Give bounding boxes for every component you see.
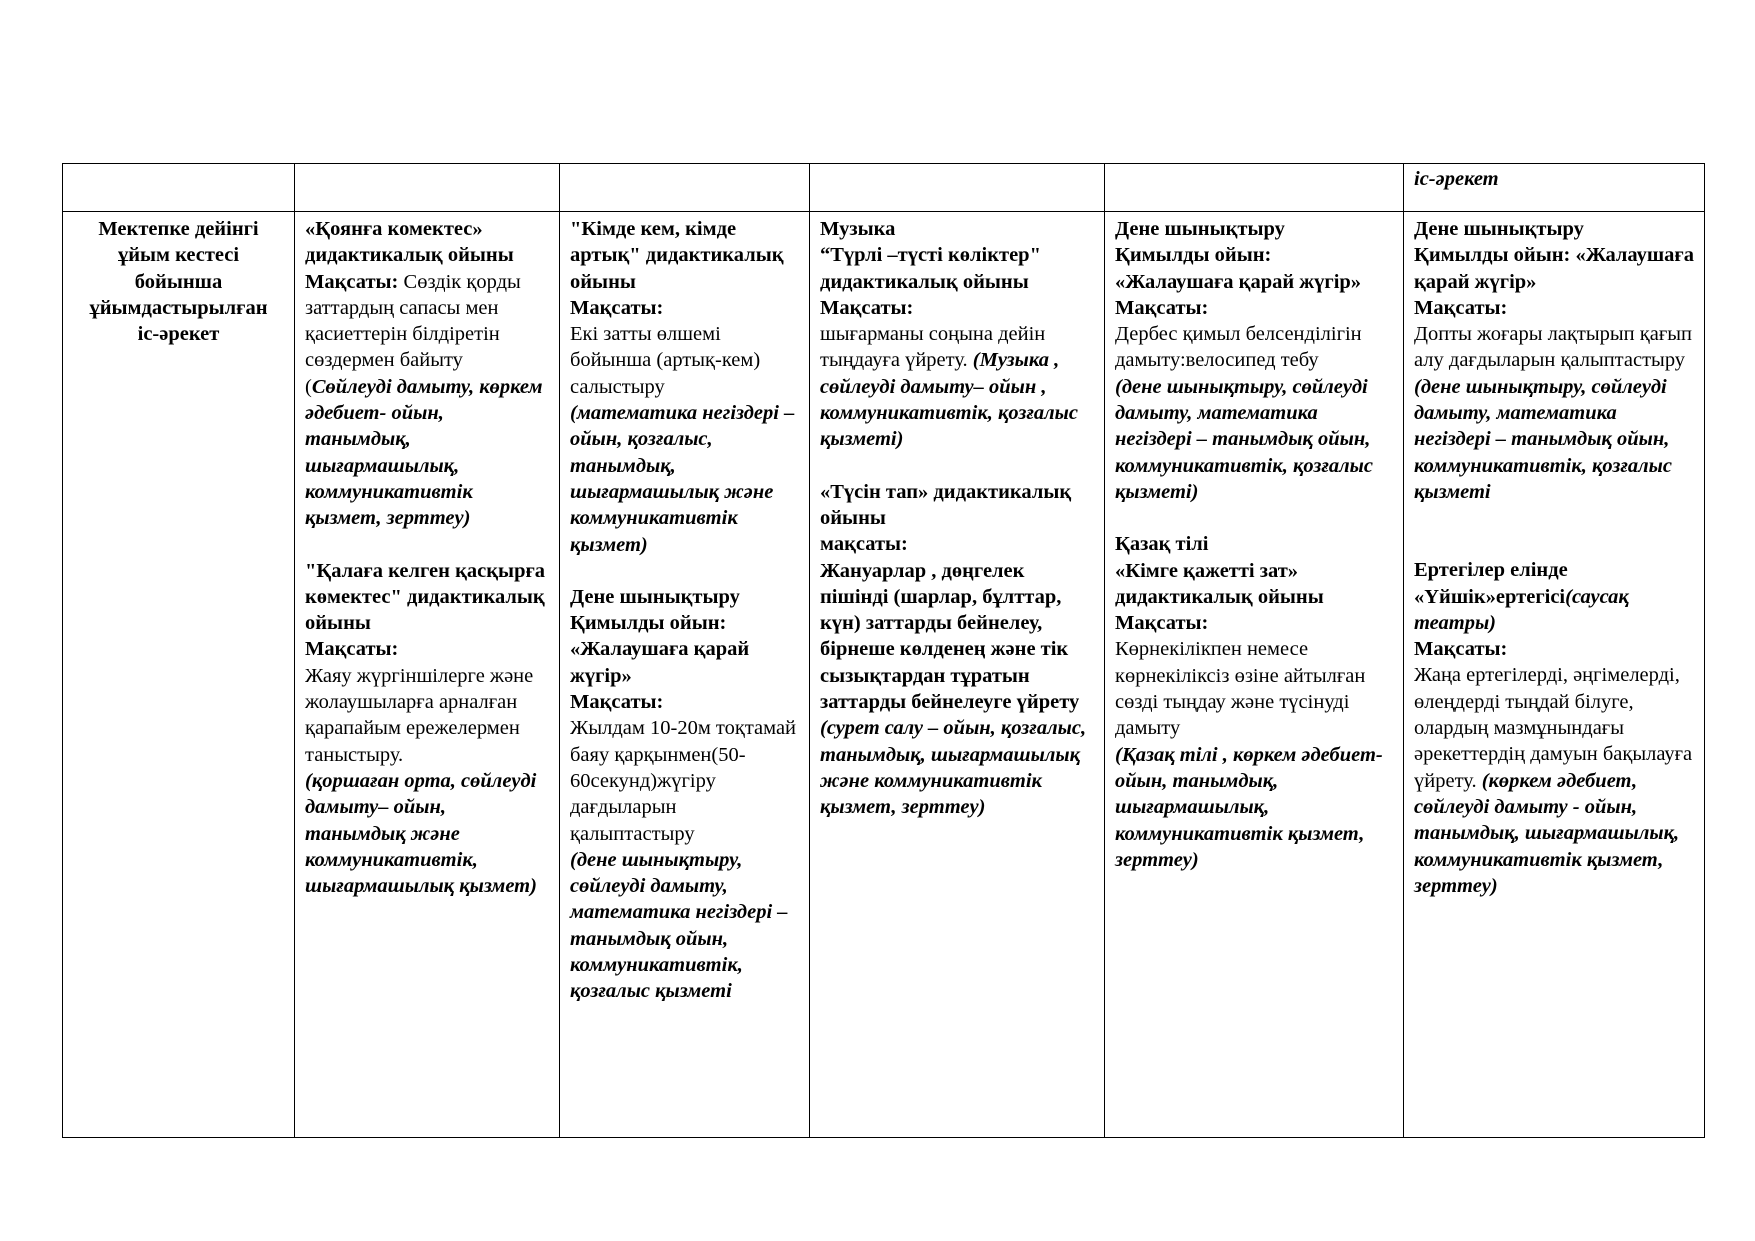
activity-title: «Қоянға комектес» дидактикалық ойыны [305, 218, 514, 267]
goal-text: шығарманы соңына дейін тыңдауға үйрету. [820, 323, 1046, 372]
row-header-cell [63, 212, 295, 1138]
goal-label: Мақсаты: [1115, 612, 1209, 635]
top-cell-1 [63, 164, 295, 212]
table-row-top [63, 164, 1705, 212]
integration-note: (көркем әдебиет, сөйлеуді дамыту - ойын, танымдық, шығармашылық, коммуникативтік қызмет, зерттеу) [1414, 769, 1680, 897]
goal-text: Жаяу жүргіншілерге және жолаушыларға арналған қарапайым ережелермен таныстыру. [305, 664, 534, 766]
integration-note: (Музыка , сөйлеуді дамыту– ойын , коммуникативтік, қозғалыс қызметі) [820, 349, 1078, 451]
activity-title: Ертегілер елінде [1414, 559, 1568, 582]
integration-note: (Қазақ тілі , көркем әдебиет- ойын, танымдық, шығармашылық, коммуникативтік қызмет, зерттеу) [1115, 743, 1383, 871]
activity-subtitle: Қимылды ойын: «Жалаушаға қарай жүгір» [1115, 244, 1362, 293]
activity-cell-3 [810, 212, 1105, 1138]
top-cell-2 [295, 164, 560, 212]
activity-title: Музыка [820, 218, 896, 240]
row-header-line: іс-әрекет [137, 323, 220, 346]
activity-title: Дене шынықтыру [1115, 218, 1285, 240]
goal-text: Жылдам 10-20м тоқтамай баяу қарқынмен(50-60секунд)жүгіру дағдыларын қалыптастыру [570, 717, 797, 845]
goal-label: Мақсаты: [570, 691, 664, 714]
integration-note: Сөйлеуді дамыту, көркем әдебиет- ойын, танымдық, шығармашылық, коммуникативтік қызмет, зерттеу) [305, 375, 543, 530]
top-cell-6: іс-әрекет [1404, 164, 1705, 212]
activity-title: "Қалаға келген қасқырға көмектес" дидактикалық ойыны [305, 559, 546, 635]
row-header-line: Мектепке дейінгі [98, 218, 259, 240]
goal-label: мақсаты: [820, 533, 908, 556]
activity-subtitle: Қимылды ойын: «Жалаушаға қарай жүгір» [570, 612, 750, 687]
activity-cell-5 [1404, 212, 1705, 1138]
activity-cell-1 [295, 212, 560, 1138]
activity-title: "Кімде кем, кімде артық" дидактикалық ойыны [570, 218, 784, 293]
integration-note: (қоршаған орта, сөйлеуді дамыту– ойын, танымдық және коммуникативтік, шығармашылық қызмет) [305, 769, 537, 898]
goal-label: Мақсаты: [570, 296, 664, 319]
schedule-table [62, 163, 1705, 1138]
top-cell-3 [560, 164, 810, 212]
activity-cell-2 [560, 212, 810, 1138]
activity-cell-4 [1105, 212, 1404, 1138]
activity-title: «Түсін тап» дидактикалық ойыны [820, 480, 1072, 529]
goal-text: Сөздік қорды заттардың сапасы мен қасиеттерін білдіретін сөздермен байыту [305, 270, 521, 372]
integration-note: (дене шынықтыру, сөйлеуді дамыту, математика негіздері – танымдық ойын, коммуникативтік, қозғалыс қызметі) [1115, 375, 1373, 503]
goal-label: Мақсаты: [820, 296, 914, 319]
row-header-line: ұйым кестесі [117, 244, 240, 267]
top-cell-4 [810, 164, 1105, 212]
table-row-activities [63, 212, 1705, 1138]
activity-title: Дене шынықтыру [570, 585, 740, 608]
top-cell-5 [1105, 164, 1404, 212]
goal-text: Допты жоғары лақтырып қағып алу дағдыларын қалыптастыру [1414, 323, 1692, 372]
activity-subtitle: “Түрлі –түсті көліктер" дидактикалық ойыны [820, 244, 1041, 293]
row-header-line: ұйымдастырылған [89, 296, 268, 319]
goal-text: Дербес қимыл белсенділігін дамыту:велосипед тебу [1115, 323, 1362, 372]
goal-label: Мақсаты: [1115, 296, 1209, 319]
goal-label: Мақсаты: [1414, 638, 1508, 661]
integration-note: (сурет салу – ойын, қозғалыс, танымдық, шығармашылық және коммуникативтік қызмет, зерттеу) [820, 717, 1087, 819]
activity-subtitle: Қимылды ойын: «Жалаушаға қарай жүгір» [1414, 244, 1694, 293]
activity-title: Қазақ тілі [1115, 533, 1209, 556]
activity-subtitle: «Үйшік»ертегісі [1414, 585, 1566, 608]
goal-label: Мақсаты: [1414, 296, 1508, 319]
goal-text: Жаңа ертегілерді, әңгімелерді, өлеңдерді тыңдай білуге, олардың мазмұнындағы әрекеттердің дамуын бақылауға үйрету. [1414, 664, 1693, 792]
goal-text: Жануарлар , дөңгелек пішінді (шарлар, бұлттар, күн) заттарды бейнелеу, бірнеше көлденең және тік сызықтардан тұратын заттарды бейнелеуге үйрету [820, 559, 1080, 714]
activity-title: Дене шынықтыру [1414, 218, 1584, 240]
goal-label: Мақсаты: [305, 270, 399, 293]
activity-subtitle-note: (саусақ театры) [1414, 585, 1629, 634]
integration-note: (дене шынықтыру, сөйлеуді дамыту, математика негіздері – танымдық ойын, коммуникативтік, қозғалыс қызметі [1414, 375, 1672, 503]
row-header-line: бойынша [134, 270, 223, 293]
integration-note: (математика негіздері – ойын, қозғалыс, танымдық, шығармашылық және коммуникативтік қызмет) [570, 402, 795, 556]
goal-text: Екі затты өлшемі бойынша (артық-кем) салыстыру [570, 323, 761, 398]
note-open-paren: ( [305, 375, 312, 398]
goal-text: Көрнекілікпен немесе көрнекіліксіз өзіне айтылған сөзді тыңдау және түсінуді дамыту [1115, 638, 1366, 740]
activity-subtitle: «Кімге қажетті зат» дидактикалық ойыны [1115, 559, 1324, 608]
integration-note: (дене шынықтыру, сөйлеуді дамыту, математика негіздері – танымдық ойын, коммуникативтік, қозғалыс қызметі [570, 848, 788, 1003]
goal-label: Мақсаты: [305, 638, 399, 661]
